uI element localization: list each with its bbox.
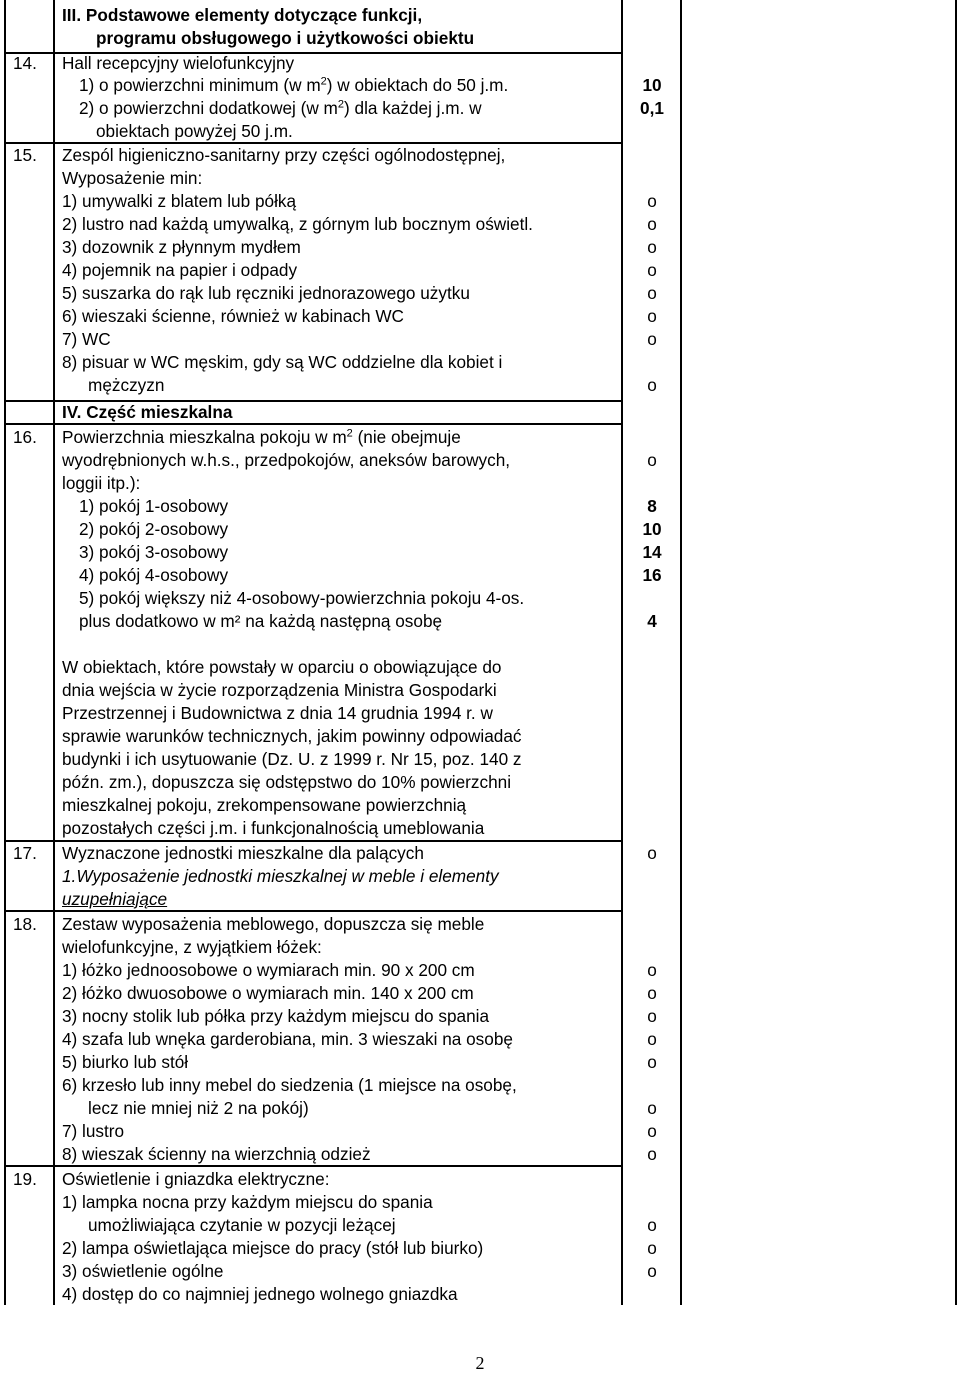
list-item: 7) WC <box>62 329 111 349</box>
item-line: wyodrębnionych w.h.s., przedpokojów, aneksów barowych, <box>62 450 511 470</box>
list-item-value: o <box>647 1006 657 1026</box>
item-value: 10 <box>642 75 662 95</box>
list-item: 6) krzesło lub inny mebel do siedzenia (1 miejsce na osobę, <box>62 1075 517 1095</box>
table-border-number-column <box>53 0 55 1305</box>
list-item-value: o <box>647 375 657 395</box>
item-title: Powierzchnia mieszkalna pokoju w $m^2$ (nie obejmuje <box>62 427 461 447</box>
list-item-continued: lecz nie mniej niż 2 na pokój) <box>88 1098 309 1118</box>
note-line: późn. zm.), dopuszcza się odstępstwo do 10% powierzchni <box>62 772 512 792</box>
list-item-value: o <box>647 1052 657 1072</box>
item-line: 1) o powierzchni minimum (w $m^2$) w obiektach do 50 j.m. <box>79 75 509 95</box>
item-title: Zespól higieniczno-sanitarny przy części ogólnodostępnej, <box>62 145 506 165</box>
list-item-value: o <box>647 191 657 211</box>
item-title: Wyznaczone jednostki mieszkalne dla palących <box>62 843 424 863</box>
table-border-right <box>955 0 957 1305</box>
note-line: Przestrzennej i Budownictwa z dnia 14 grudnia 1994 r. w <box>62 703 493 723</box>
list-item: 4) szafa lub wnęka garderobiana, min. 3 wieszaki na osobę <box>62 1029 513 1049</box>
list-item-continued: umożliwiająca czytanie w pozycji leżącej <box>88 1215 396 1235</box>
item-value: o <box>647 843 657 863</box>
item-number: 17. <box>13 843 37 863</box>
list-item-value: o <box>647 237 657 257</box>
list-item: 1) umywalki z blatem lub półką <box>62 191 297 211</box>
list-item-value: 14 <box>642 542 662 562</box>
list-item-value: 8 <box>647 496 657 516</box>
note-line: pozostałych części j.m. i funkcjonalnością umeblowania <box>62 818 485 838</box>
item-title: Hall recepcyjny wielofunkcyjny <box>62 53 295 73</box>
list-item: 2) lampa oświetlająca miejsce do pracy (stół lub biurko) <box>62 1238 484 1258</box>
list-item: 5) suszarka do rąk lub ręczniki jednorazowego użytku <box>62 283 470 303</box>
list-item-value: o <box>647 260 657 280</box>
list-item-value: o <box>647 1029 657 1049</box>
list-item: 5) pokój większy niż 4-osobowy-powierzchnia pokoju 4-os. <box>79 588 525 608</box>
list-item: 1) łóżko jednoosobowe o wymiarach min. 90 x 200 cm <box>62 960 475 980</box>
item-line: obiektach powyżej 50 j.m. <box>96 121 293 141</box>
list-item: 3) nocny stolik lub półka przy każdym miejscu do spania <box>62 1006 490 1026</box>
list-item: 2) łóżko dwuosobowe o wymiarach min. 140 x 200 cm <box>62 983 474 1003</box>
note-line: dnia wejścia w życie rozporządzenia Ministra Gospodarki <box>62 680 497 700</box>
list-item-value: 16 <box>642 565 662 585</box>
list-item-value: o <box>647 1215 657 1235</box>
item-number: 19. <box>13 1169 37 1189</box>
item-value: 0,1 <box>640 98 664 118</box>
table-border-text-column <box>621 0 623 1305</box>
list-item: 8) pisuar w WC męskim, gdy są WC oddzielne dla kobiet i <box>62 352 503 372</box>
note-line: sprawie warunków technicznych, jakim powinny odpowiadać <box>62 726 522 746</box>
list-item-continued: plus dodatkowo w m² na każdą następną osobę <box>79 611 443 631</box>
list-item: 4) dostęp do co najmniej jednego wolnego gniazdka <box>62 1284 458 1304</box>
list-item: 8) wieszak ścienny na wierzchnią odzież <box>62 1144 371 1164</box>
section-iv-title: IV. Część mieszkalna <box>62 402 233 422</box>
section-iii-title-continued: programu obsługowego i użytkowości obiektu <box>96 28 475 48</box>
list-item: 5) biurko lub stół <box>62 1052 189 1072</box>
list-item-value: o <box>647 1098 657 1118</box>
item-number: 16. <box>13 427 37 447</box>
item-number: 15. <box>13 145 37 165</box>
page-number: 2 <box>475 1353 485 1373</box>
subsection-heading-continued: uzupełniające <box>62 889 168 909</box>
item-title: Zestaw wyposażenia meblowego, dopuszcza się meble <box>62 914 485 934</box>
list-item: 1) lampka nocna przy każdym miejscu do spania <box>62 1192 433 1212</box>
list-item-value: 10 <box>642 519 662 539</box>
list-item-value: o <box>647 1261 657 1281</box>
item-value: o <box>647 450 657 470</box>
list-item-value: o <box>647 1121 657 1141</box>
list-item-value: 4 <box>647 611 657 631</box>
table-border-value-column <box>680 0 682 1305</box>
list-item: 3) pokój 3-osobowy <box>79 542 229 562</box>
list-item-value: o <box>647 214 657 234</box>
item-line: loggii itp.): <box>62 473 141 493</box>
table-border-left <box>4 0 6 1305</box>
list-item: 3) dozownik z płynnym mydłem <box>62 237 301 257</box>
list-item: 2) pokój 2-osobowy <box>79 519 229 539</box>
list-item: 3) oświetlenie ogólne <box>62 1261 224 1281</box>
item-subtitle: Wyposażenie min: <box>62 168 203 188</box>
list-item-value: o <box>647 983 657 1003</box>
item-number: 14. <box>13 53 37 73</box>
note-line: budynki i ich usytuowanie (Dz. U. z 1999 r. Nr 15, poz. 140 z <box>62 749 522 769</box>
list-item-value: o <box>647 306 657 326</box>
list-item: 6) wieszaki ścienne, również w kabinach WC <box>62 306 404 326</box>
list-item-value: o <box>647 1144 657 1164</box>
item-line: wielofunkcyjne, z wyjątkiem łóżek: <box>62 937 322 957</box>
section-iii-title: III. Podstawowe elementy dotyczące funkcji, <box>62 5 423 25</box>
list-item-continued: mężczyzn <box>88 375 165 395</box>
subsection-heading: 1.Wyposażenie jednostki mieszkalnej w meble i elementy <box>62 866 499 886</box>
list-item: 2) lustro nad każdą umywalką, z górnym lub bocznym oświetl. <box>62 214 533 234</box>
list-item: 4) pokój 4-osobowy <box>79 565 229 585</box>
note-line: mieszkalnej pokoju, zrekompensowane powierzchnią <box>62 795 467 815</box>
item-title: Oświetlenie i gniazdka elektryczne: <box>62 1169 330 1189</box>
note-line: W obiektach, które powstały w oparciu o obowiązujące do <box>62 657 502 677</box>
list-item-value: o <box>647 283 657 303</box>
list-item: 1) pokój 1-osobowy <box>79 496 229 516</box>
list-item-value: o <box>647 960 657 980</box>
list-item: 4) pojemnik na papier i odpady <box>62 260 298 280</box>
item-line: 2) o powierzchni dodatkowej (w $m^2$) dla każdej j.m. w <box>79 98 482 118</box>
list-item-value: o <box>647 329 657 349</box>
list-item: 7) lustro <box>62 1121 125 1141</box>
list-item-value: o <box>647 1238 657 1258</box>
item-number: 18. <box>13 914 37 934</box>
